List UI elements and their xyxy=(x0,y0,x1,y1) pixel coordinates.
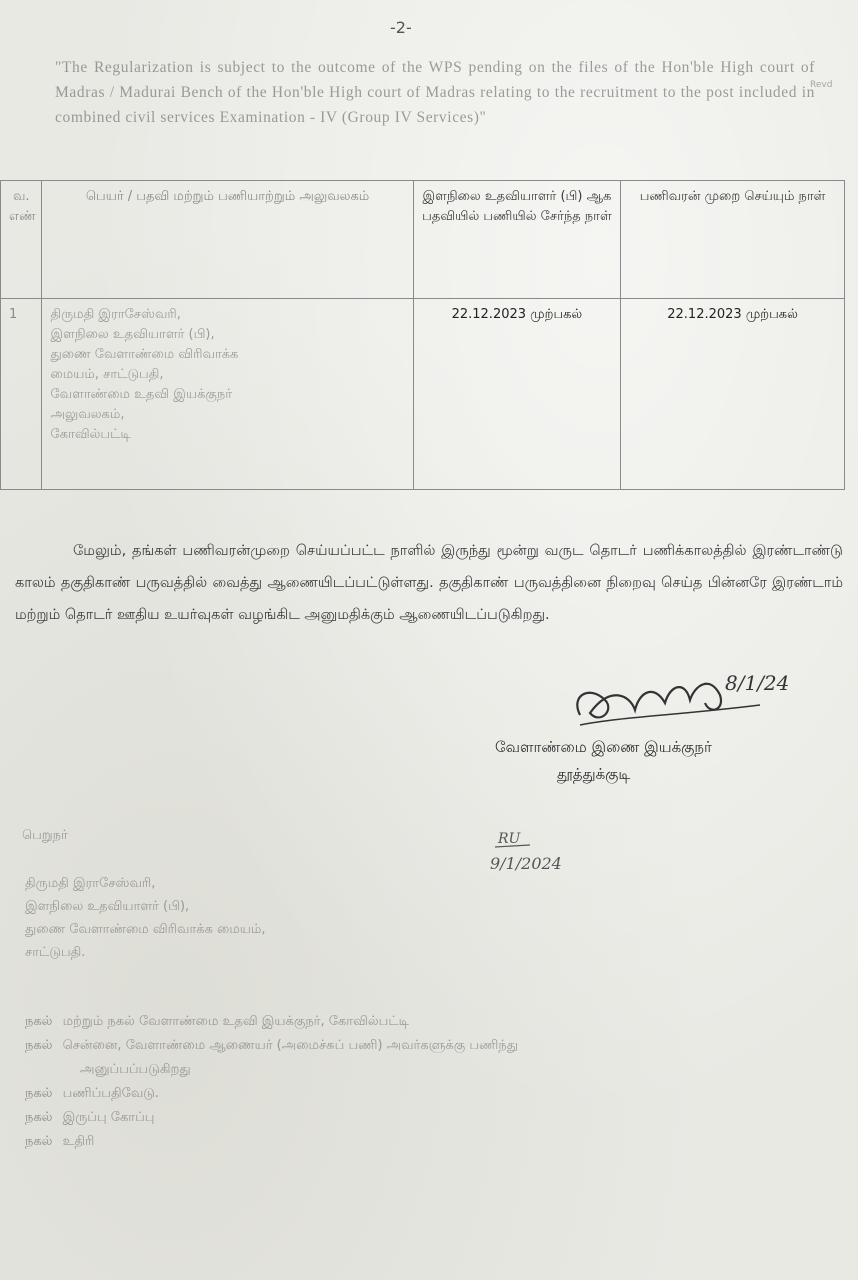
table-header-row xyxy=(1,181,845,299)
address-line: இளநிலை உதவியாளர் (பி), xyxy=(50,327,215,342)
corner-annotation: Revd xyxy=(810,80,833,90)
recipient-address xyxy=(25,872,266,964)
regularization-table xyxy=(0,180,845,490)
recipient-line: திருமதி இராசேஸ்வரி, xyxy=(25,876,156,891)
address-line: கோவில்பட்டி xyxy=(50,427,131,442)
copy-text: மற்றும் நகல் வேளாண்மை உதவி இயக்குநர், கோவில்பட்டி xyxy=(62,1014,410,1029)
list-item-continuation: அனுப்பப்படுகிறது xyxy=(80,1062,191,1077)
recipient-line: சாட்டுபதி. xyxy=(25,945,86,960)
address-line: மையம், சாட்டுபதி, xyxy=(50,367,164,382)
signature-date-scribble: 8/1/24 xyxy=(725,671,790,695)
recipient-line: இளநிலை உதவியாளர் (பி), xyxy=(25,899,190,914)
handwritten-signature xyxy=(560,655,800,740)
copy-text: சென்னை, வேளாண்மை ஆணையர் (அமைச்சுப் பணி) அவர்களுக்கு பணிந்து xyxy=(62,1038,518,1053)
copy-prefix: நகல் xyxy=(25,1110,53,1125)
copies-list xyxy=(25,1010,845,1154)
address-line: துணை வேளாண்மை விரிவாக்க xyxy=(50,347,239,362)
receipt-date: 9/1/2024 xyxy=(490,854,562,873)
header-name-post-office: பெயர் / பதவி மற்றும் பணியாற்றும் அலுவலகம் xyxy=(42,181,413,299)
list-item xyxy=(25,1130,845,1154)
copy-prefix: நகல் xyxy=(25,1086,53,1101)
signatory-place: தூத்துக்குடி xyxy=(557,765,631,783)
header-regularization-date: பணிவரன் முறை செய்யும் நாள் xyxy=(621,181,845,299)
page-number: -2- xyxy=(390,18,412,37)
list-item xyxy=(25,1034,845,1058)
copy-prefix: நகல் xyxy=(25,1014,53,1029)
probation-paragraph: மேலும், தங்கள் பணிவரன்முறை செய்யப்பட்ட நாளில் இருந்து மூன்று வருட தொடர் பணிக்காலத்தில் இரண்டாண்டு காலம் தகுதிகாண் பருவத்தில் வைத்து ஆணையிடப்பட்டுள்ளது. தகுதிகாண் பருவத்தினை நிறைவு செய்த பின்னரே இரண்டாம் மற்றும் தொடர் ஊதிய உயர்வுகள் வழங்கிட அனுமதிக்கும் ஆணையிடப்படுகிறது. xyxy=(15,543,843,623)
receipt-initials: RU xyxy=(498,831,521,847)
list-item xyxy=(25,1082,845,1106)
table-row xyxy=(1,299,845,490)
row-serial-no: 1 xyxy=(1,299,42,490)
address-line: திருமதி இராசேஸ்வரி, xyxy=(50,307,181,322)
signatory-title: வேளாண்மை இணை இயக்குநர் xyxy=(495,738,712,756)
header-serial-no: வ. எண் xyxy=(1,181,42,299)
copy-text: பணிப்பதிவேடு. xyxy=(62,1086,160,1101)
row-join-date: 22.12.2023 முற்பகல் xyxy=(413,299,620,490)
row-name-address xyxy=(42,299,413,490)
header-join-date: இளநிலை உதவியாளர் (பி) ஆக பதவியில் பணியில் சேர்ந்த நாள் xyxy=(413,181,620,299)
row-regularization-date: 22.12.2023 முற்பகல் xyxy=(621,299,845,490)
copy-prefix: நகல் xyxy=(25,1134,53,1149)
recipient-label: பெறுநர் xyxy=(22,828,68,843)
list-item xyxy=(25,1010,845,1034)
address-line: வேளாண்மை உதவி இயக்குநர் xyxy=(50,387,233,402)
address-line: அலுவலகம், xyxy=(50,407,125,422)
handwritten-receipt-mark xyxy=(490,825,600,880)
copy-prefix: நகல் xyxy=(25,1038,53,1053)
copy-text: இருப்பு கோப்பு xyxy=(62,1110,155,1125)
list-item xyxy=(25,1106,845,1130)
regularization-note: "The Regularization is subject to the outcome of the WPS pending on the files of the Hon'ble High court of Madras / Madurai Bench of the Hon'ble High court of Madras relating to the recruitment to the post included in combined civil services Examination - IV (Group IV Services)" xyxy=(55,59,815,126)
copy-text: உதிரி xyxy=(62,1134,95,1149)
recipient-line: துணை வேளாண்மை விரிவாக்க மையம், xyxy=(25,922,266,937)
